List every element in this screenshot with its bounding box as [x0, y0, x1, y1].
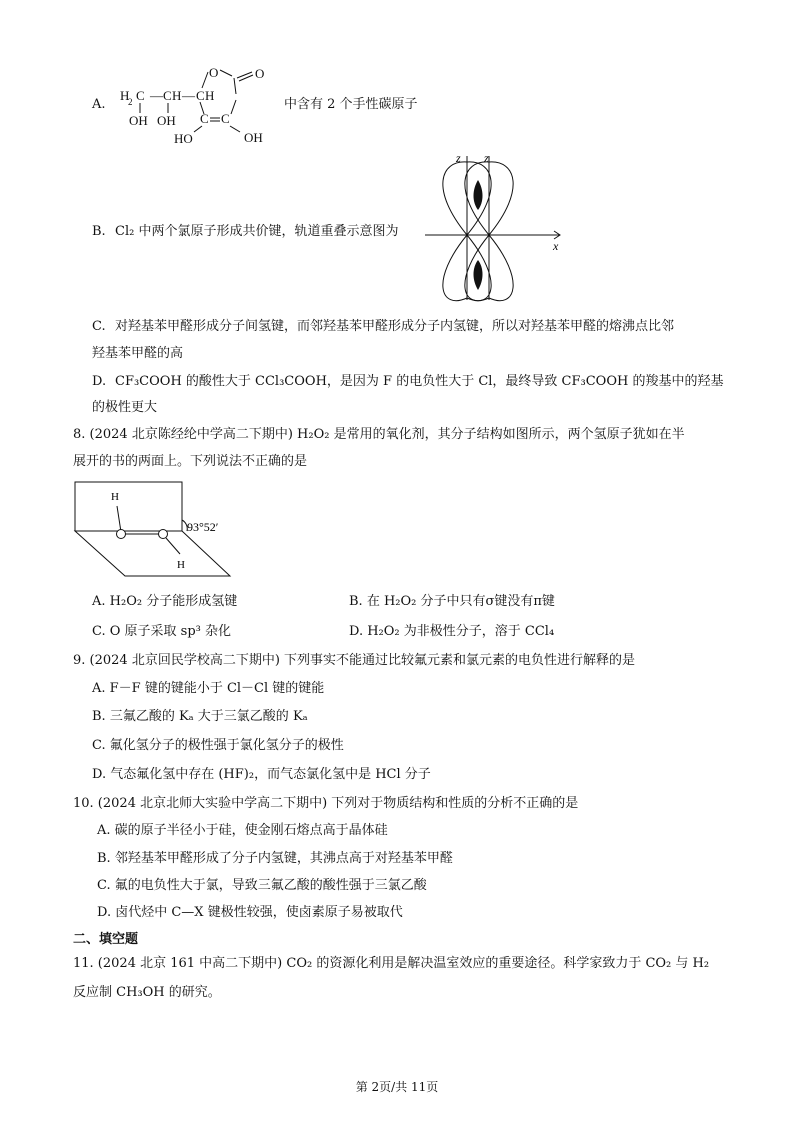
q8-option-c: C. O 原子采取 sp³ 杂化 — [92, 624, 232, 639]
q9-option-d: D. 气态氟化氢中存在 (HF)₂，而气态氯化氢中是 HCl 分子 — [92, 767, 431, 782]
q9-option-b: B. 三氟乙酸的 Kₐ 大于三氯乙酸的 Kₐ — [92, 709, 308, 724]
struct-c2: C — [163, 88, 172, 103]
section-fill-in-title: 二、填空题 — [73, 932, 139, 947]
q9-stem: 9. (2024 北京回民学校高二下期中) 下列事实不能通过比较氟元素和氯元素的电负性进行解释的是 — [73, 653, 636, 668]
h2o2-h-bottom: H — [177, 559, 185, 571]
struct-o-ring: O — [209, 65, 219, 80]
struct-o-carbonyl: O — [255, 66, 265, 81]
struct-h: H — [120, 88, 130, 103]
struct-c-ring: C — [200, 111, 209, 126]
q9-option-a: A. F－F 键的键能小于 Cl－Cl 键的键能 — [92, 681, 325, 696]
struct-oh3: OH — [244, 130, 263, 145]
axis-z1: z — [456, 151, 461, 165]
q10-option-b: B. 邻羟基苯甲醛形成了分子内氢键，其沸点高于对羟基苯甲醛 — [97, 851, 453, 866]
q7-option-b-text: Cl₂ 中两个氯原子形成共价键，轨道重叠示意图为 — [115, 224, 399, 239]
q7-option-a-label: A. — [92, 97, 106, 112]
q7-option-c-label: C. — [92, 319, 106, 334]
q7-option-b-label: B. — [92, 224, 106, 239]
struct-ho: HO — [174, 131, 193, 146]
svg-text:—: — — [182, 88, 195, 103]
q7-option-c-text1: 对羟基苯甲醛形成分子间氢键，而邻羟基苯甲醛形成分子内氢键，所以对羟基苯甲醛的熔沸点比邻 — [115, 319, 675, 334]
q10-option-c: C. 氟的电负性大于氯，导致三氟乙酸的酸性强于三氯乙酸 — [97, 878, 427, 893]
orbital-overlap-diagram — [420, 150, 570, 302]
axis-x: x — [553, 239, 559, 253]
h2o2-structure-diagram — [70, 478, 250, 582]
q7-option-c-text2: 羟基苯甲醛的高 — [92, 346, 184, 361]
q8-stem-line1: 8. (2024 北京陈经纶中学高二下期中) H₂O₂ 是常用的氧化剂，其分子结构如图所示，两个氢原子犹如在半 — [73, 427, 685, 442]
q7-option-d-text1: CF₃COOH 的酸性大于 CCl₃COOH，是因为 F 的电负性大于 Cl，最终导致 CF₃COOH 的羧基中的羟基 — [115, 374, 724, 389]
q7-option-d-text2: 的极性更大 — [92, 400, 158, 415]
svg-text:—: — — [150, 88, 163, 103]
q7-vitamin-c-structure — [112, 60, 282, 150]
q8-stem-line2: 展开的书的两面上。下列说法不正确的是 — [73, 454, 308, 469]
q10-stem: 10. (2024 北京北师大实验中学高二下期中) 下列对于物质结构和性质的分析不正确的是 — [73, 796, 579, 811]
struct-c3: C — [196, 88, 205, 103]
struct-c-ring2: C — [221, 111, 230, 126]
struct-h3: H — [205, 88, 215, 103]
q10-option-a: A. 碳的原子半径小于硅，使金刚石熔点高于晶体硅 — [97, 823, 388, 838]
q8-option-d: D. H₂O₂ 为非极性分子，溶于 CCl₄ — [349, 624, 555, 639]
struct-oh2: OH — [157, 113, 176, 128]
q10-option-d: D. 卤代烃中 C—X 键极性较强，使卤素原子易被取代 — [97, 905, 403, 920]
q7-option-d-label: D. — [92, 374, 107, 389]
page-footer: 第 2页/共 11页 — [355, 1080, 439, 1094]
struct-h-sub: 2 — [128, 97, 133, 107]
axis-z2: z — [484, 151, 489, 165]
q11-stem-line1: 11. (2024 北京 161 中高二下期中) CO₂ 的资源化利用是解决温室效应的重要途径。科学家致力于 CO₂ 与 H₂ — [73, 956, 710, 971]
struct-c1: C — [136, 88, 145, 103]
h2o2-h-top: H — [111, 491, 119, 503]
h2o2-angle: 93°52′ — [187, 520, 219, 534]
struct-h-mid: H — [172, 88, 182, 103]
struct-oh1: OH — [129, 113, 148, 128]
q8-option-b: B. 在 H₂O₂ 分子中只有σ键没有π键 — [349, 594, 555, 609]
q9-option-c: C. 氟化氢分子的极性强于氯化氢分子的极性 — [92, 738, 344, 753]
q7-option-a-text: 中含有 2 个手性碳原子 — [284, 97, 418, 112]
q11-stem-line2: 反应制 CH₃OH 的研究。 — [73, 985, 221, 1000]
q8-option-a: A. H₂O₂ 分子能形成氢键 — [92, 594, 238, 609]
